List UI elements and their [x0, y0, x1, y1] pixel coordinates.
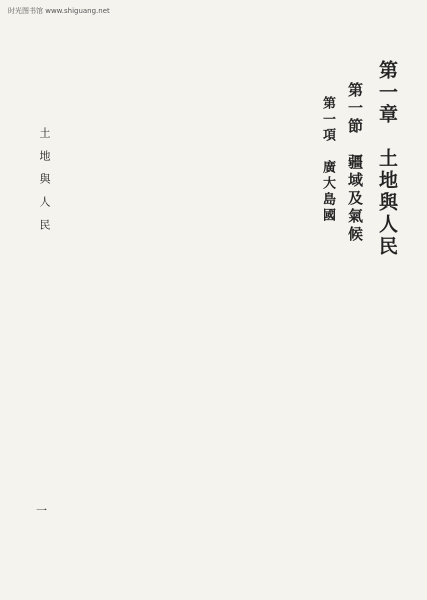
section-heading: 第一節 疆域及氣候: [346, 82, 364, 244]
page-number: 一: [36, 504, 47, 517]
chapter-heading: 第一章 土地與人民: [376, 60, 398, 258]
running-head: 土地與人民: [38, 127, 51, 242]
site-watermark: 时光图书馆 www.shiguang.net: [8, 7, 110, 15]
body-text: [31, 42, 291, 562]
heading-group: [318, 42, 401, 562]
book-page: [22, 42, 401, 562]
item-heading: 第一項 廣大島國: [320, 96, 335, 224]
